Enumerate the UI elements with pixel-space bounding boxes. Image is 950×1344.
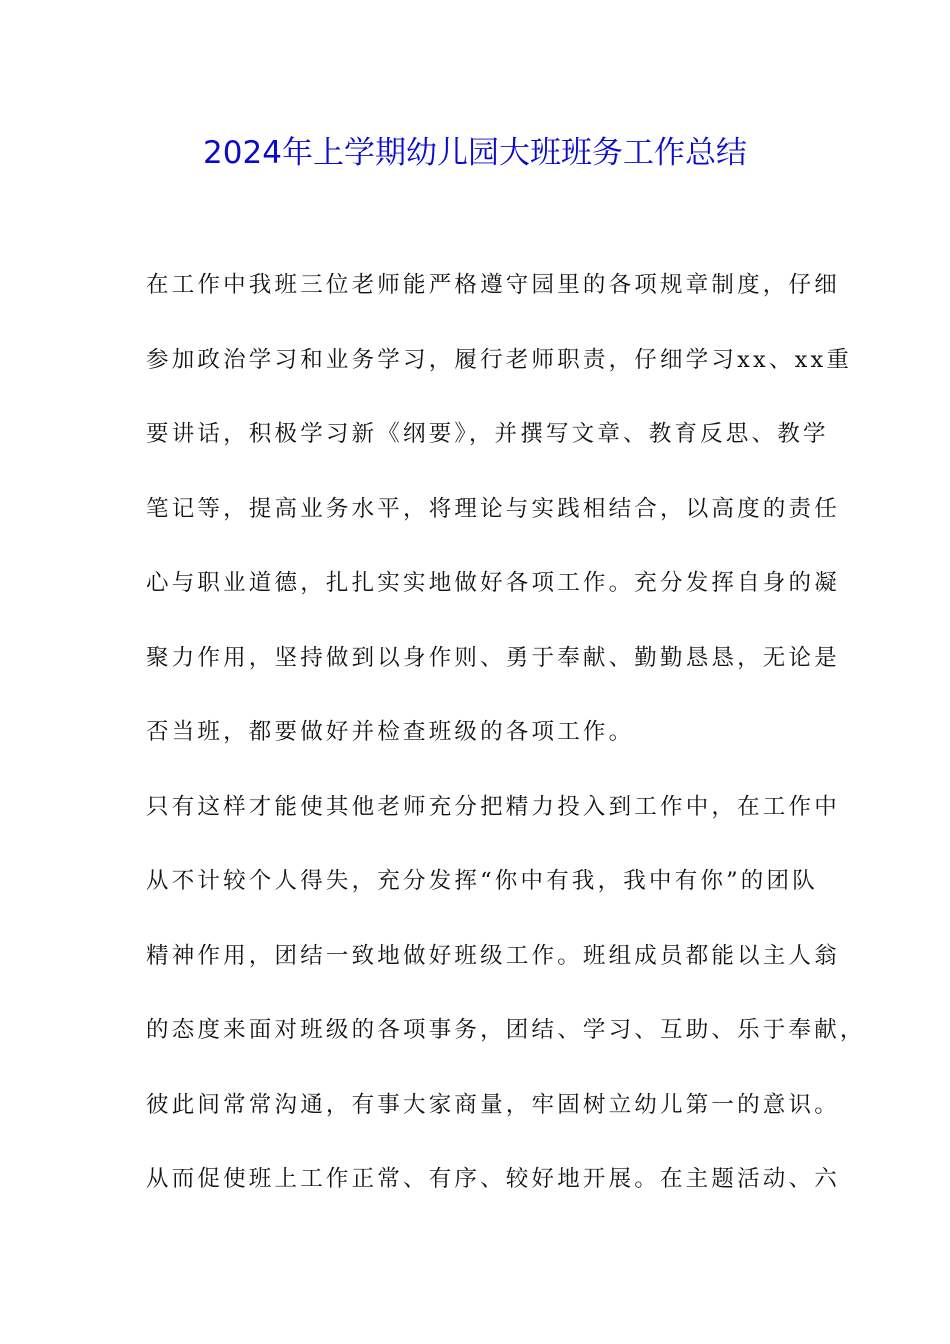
- body-line-11: 的态度来面对班级的各项事务，团结、学习、互助、乐于奉献，: [146, 1017, 866, 1043]
- body-line-4: 笔记等，提高业务水平，将理论与实践相结合，以高度的责任: [146, 495, 840, 522]
- document-title: 2024年上学期幼儿园大班班务工作总结: [203, 135, 747, 171]
- body-line-5: 心与职业道德，扎扎实实地做好各项工作。充分发挥自身的凝: [146, 570, 840, 596]
- body-line-10: 精神作用，团结一致地做好班级工作。班组成员都能以主人翁: [146, 942, 840, 969]
- body-line-9: 从不计较个人得失，充分发挥“你中有我，我中有你”的团队: [146, 868, 818, 894]
- body-line-12: 彼此间常常沟通，有事大家商量，牢固树立幼儿第一的意识。: [146, 1091, 840, 1118]
- body-line-8: 只有这样才能使其他老师充分把精力投入到工作中，在工作中: [146, 793, 840, 820]
- body-line-3: 要讲话，积极学习新《纲要》，并撰写文章、教育反思、教学: [146, 421, 829, 447]
- body-line-7: 否当班，都要做好并检查班级的各项工作。: [146, 719, 635, 745]
- body-line-2: 参加政治学习和业务学习，履行老师职责，仔细学习xx、xx重: [146, 346, 853, 373]
- body-line-6: 聚力作用，坚持做到以身作则、勇于奉献、勤勤恳恳，无论是: [146, 644, 840, 671]
- document-body: [146, 258, 866, 1227]
- body-line-13: 从而促使班上工作正常、有序、较好地开展。在主题活动、六: [146, 1166, 840, 1192]
- body-line-1: 在工作中我班三位老师能严格遵守园里的各项规章制度，仔细: [146, 272, 840, 298]
